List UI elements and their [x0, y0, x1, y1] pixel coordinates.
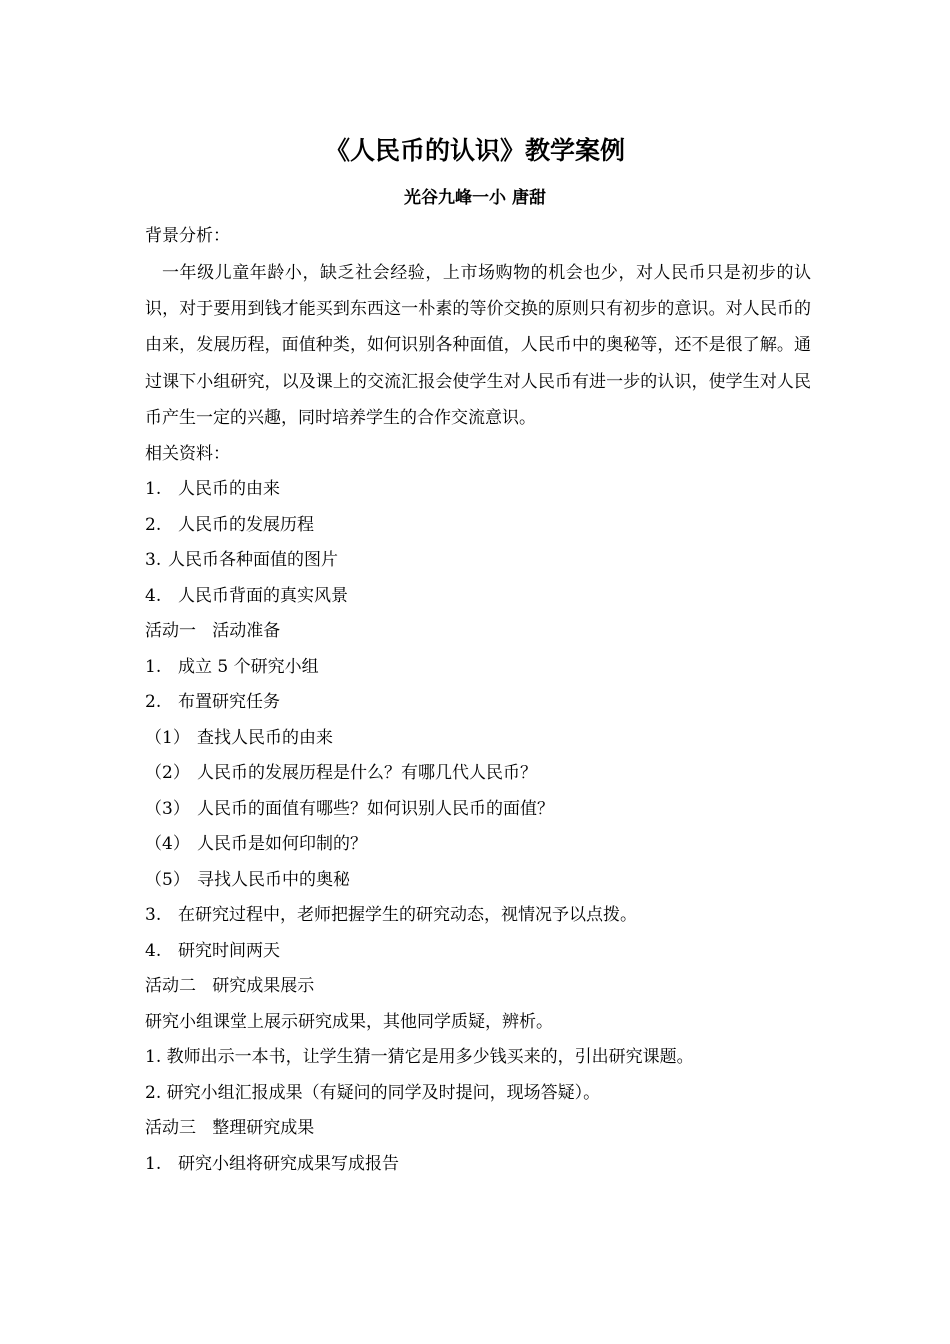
list-text: 在研究过程中，老师把握学生的研究动态，视情况予以点拨。	[178, 905, 637, 926]
activity1-subitem-2	[145, 756, 811, 792]
list-text: 人民币的由来	[178, 479, 280, 500]
list-text: 人民币各种面值的图片	[168, 550, 338, 571]
list-number: 2.	[145, 692, 162, 713]
activity3-heading: 活动三 整理研究成果	[145, 1118, 315, 1139]
background-paragraph: 一年级儿童年龄小，缺乏社会经验，上市场购物的机会也少，对人民币只是初步的认识，对于要用到钱才能买到东西这一朴素的等价交换的原则只有初步的意识。对人民币的由来，发展历程，面值种类，如何识别各种面值，人民币中的奥秘等，还不是很了解。通过课下小组研究，以及课上的交流汇报会使学生对人民币有进一步的认识，使学生对人民币产生一定的兴趣，同时培养学生的合作交流意识。	[145, 262, 811, 429]
list-number: 1.	[145, 479, 162, 500]
list-number: 1.	[145, 1153, 162, 1174]
list-text: 布置研究任务	[178, 692, 280, 713]
list-text: 人民币是如何印制的？	[197, 834, 367, 855]
list-number: 4.	[145, 585, 162, 606]
materials-item-2	[145, 508, 811, 544]
materials-item-4	[145, 579, 811, 615]
list-text: 研究小组将研究成果写成报告	[178, 1153, 399, 1174]
list-number: 1.	[145, 656, 162, 677]
list-number: （5）	[145, 869, 190, 890]
list-number: 3.	[145, 905, 162, 926]
list-text: 人民币背面的真实风景	[178, 585, 348, 606]
list-text: 成立 5 个研究小组	[178, 656, 319, 677]
document-title: 《人民币的认识》教学案例	[324, 136, 625, 165]
activity2-heading: 活动二 研究成果展示	[145, 976, 315, 997]
background-heading: 背景分析：	[145, 226, 230, 246]
activity1-subitem-5	[145, 863, 811, 899]
materials-item-3	[145, 543, 811, 579]
list-number: 3.	[145, 550, 162, 571]
list-text: 人民币的发展历程是什么？有哪几代人民币？	[197, 763, 537, 784]
activity3-item-1	[145, 1147, 811, 1183]
list-number: （4）	[145, 834, 190, 855]
list-number: 2.	[145, 514, 162, 535]
activity1-subitem-1	[145, 721, 811, 757]
list-text: 研究时间两天	[178, 940, 280, 961]
list-text: 人民币的发展历程	[178, 514, 314, 535]
list-text: 寻找人民币中的奥秘	[197, 869, 350, 890]
activity1-heading: 活动一 活动准备	[145, 621, 281, 642]
list-text: 人民币的面值有哪些？如何识别人民币的面值？	[197, 798, 554, 819]
activity1-item-2	[145, 685, 811, 721]
activity1-item-3	[145, 898, 811, 934]
list-number: （3）	[145, 798, 190, 819]
materials-item-1	[145, 472, 811, 508]
activity1-subitem-3	[145, 792, 811, 828]
materials-heading: 相关资料：	[145, 443, 230, 464]
list-text: 查找人民币的由来	[197, 727, 333, 748]
activity1-subitem-4	[145, 827, 811, 863]
document-author: 光谷九峰一小 唐甜	[404, 188, 546, 208]
list-number: （2）	[145, 763, 190, 784]
activity1-item-4	[145, 934, 811, 970]
activity1-item-1	[145, 650, 811, 686]
list-number: 4.	[145, 940, 162, 961]
activity2-intro: 研究小组课堂上展示研究成果，其他同学质疑，辨析。	[145, 1011, 553, 1032]
activity2-item-2: 2. 研究小组汇报成果（有疑问的同学及时提问，现场答疑）。	[145, 1082, 601, 1103]
list-number: （1）	[145, 727, 190, 748]
activity2-item-1: 1. 教师出示一本书，让学生猜一猜它是用多少钱买来的，引出研究课题。	[145, 1047, 694, 1068]
document-body	[145, 219, 811, 1182]
